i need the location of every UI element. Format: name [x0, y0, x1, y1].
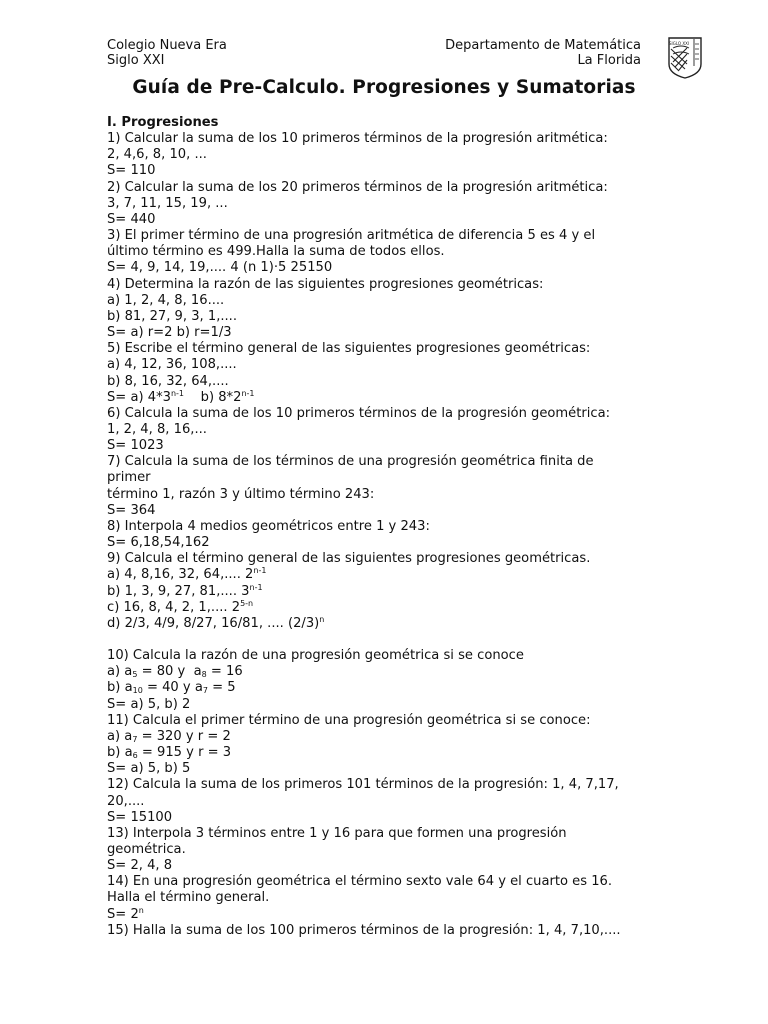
exercise-14-question-cont: Halla el término general. [107, 890, 270, 906]
exercise-13-answer: S= 2, 4, 8 [107, 858, 173, 874]
exercise-13-question-cont: geométrica. [107, 842, 186, 858]
exercise-4-question: 4) Determina la razón de las siguientes progresiones geométricas: [107, 276, 544, 292]
exercise-4-item-a: a) 1, 2, 4, 8, 16.... [107, 292, 225, 308]
exercise-1-sequence: 2, 4,6, 8, 10, ... [107, 147, 207, 163]
exercise-5-question: 5) Escribe el término general de las siguientes progresiones geométricas: [107, 341, 591, 357]
exercise-11-item-b: b) $a_6 = 915$ y r = 3 [107, 745, 232, 761]
department-name: Departamento de Matemática La Florida [445, 38, 641, 68]
exercise-9-item-b: b) 1, 3, 9, 27, 81,.... 3$^{n-1}$ [107, 582, 263, 599]
exercise-4-answer: S= a) r=2 b) r=1/3 [107, 325, 232, 341]
exercise-14-question: 14) En una progresión geométrica el término sexto vale 64 y el cuarto es 16. [107, 874, 613, 890]
exercise-7-answer: S= 364 [107, 502, 156, 518]
exercise-10-answer: S= a) 5, b) 2 [107, 696, 191, 712]
exercise-list [107, 115, 667, 939]
exercise-3-question: 3) El primer término de una progresión aritmética de diferencia 5 es 4 y el [107, 228, 596, 244]
exercise-9-item-d: d) 2/3, 4/9, 8/27, 16/81, .... $(2/3)^n$ [107, 614, 325, 631]
exercise-11-item-a: a) $a_7 = 320$ y r = 2 [107, 728, 231, 744]
exercise-7-question-cont: primer [107, 470, 151, 486]
exercise-3-question-cont: último término es 499.Halla la suma de todos ellos. [107, 244, 445, 260]
exercise-9-question: 9) Calcula el término general de las siguientes progresiones geométricas. [107, 551, 591, 567]
exercise-1-answer: S= 110 [107, 163, 156, 179]
svg-text:SIGLO XXI: SIGLO XXI [669, 41, 689, 46]
exercise-7-question-cont2: término 1, razón 3 y último término 243: [107, 486, 375, 502]
exercise-10-item-a: a) $a_5 = 80$ y $a_8 = 16$ [107, 664, 243, 680]
exercise-5-answer: S= a) 4*3$^{n-1}$ b) 8*2$^{n-1}$ [107, 388, 255, 405]
exercise-7-question: 7) Calcula la suma de los términos de una progresión geométrica finita de [107, 454, 594, 470]
exercise-13-question: 13) Interpola 3 términos entre 1 y 16 para que formen una progresión [107, 825, 567, 841]
exercise-5-item-b: b) 8, 16, 32, 64,.... [107, 373, 229, 389]
exercise-15-question: 15) Halla la suma de los 100 primeros términos de la progresión: 1, 4, 7,10,.... [107, 922, 621, 938]
exercise-11-answer: S= a) 5, b) 5 [107, 761, 191, 777]
page-title: Guía de Pre-Calculo. Progresiones y Sumatorias [132, 77, 636, 98]
exercise-6-question: 6) Calcula la suma de los 10 primeros términos de la progresión geométrica: [107, 405, 611, 421]
exercise-5-item-a: a) 4, 12, 36, 108,.... [107, 357, 237, 373]
exercise-2-sequence: 3, 7, 11, 15, 19, ... [107, 195, 228, 211]
exercise-12-question: 12) Calcula la suma de los primeros 101 términos de la progresión: 1, 4, 7,17, [107, 777, 619, 793]
exercise-9-item-a: a) 4, 8,16, 32, 64,.... 2$^{n-1}$ [107, 566, 267, 583]
spacer [107, 632, 667, 648]
exercise-6-answer: S= 1023 [107, 438, 164, 454]
exercise-4-item-b: b) 81, 27, 9, 3, 1,.... [107, 308, 238, 324]
exercise-3-answer: S= 4, 9, 14, 19,.... 4 (n 1)·5 25150 [107, 260, 333, 276]
exercise-14-answer: $S= 2^n$ [107, 905, 144, 922]
exercise-8-answer: S= 6,18,54,162 [107, 535, 210, 551]
exercise-10-item-b: b) $a_{10} = 40$ y $a_7 = 5$ [107, 680, 236, 696]
exercise-1-question: 1) Calcular la suma de los 10 primeros términos de la progresión aritmética: [107, 131, 608, 147]
exercise-9-item-c: c) 16, 8, 4, 2, 1,.... 2$^{5-n}$ [107, 598, 254, 615]
exercise-11-question: 11) Calcula el primer término de una progresión geométrica si se conoce: [107, 712, 591, 728]
exercise-8-question: 8) Interpola 4 medios geométricos entre 1 y 243: [107, 518, 430, 534]
exercise-2-answer: S= 440 [107, 211, 156, 227]
school-name: Colegio Nueva Era Siglo XXI [107, 38, 227, 68]
exercise-10-question: 10) Calcula la razón de una progresión geométrica si se conoce [107, 648, 524, 664]
exercise-2-question: 2) Calcular la suma de los 20 primeros términos de la progresión aritmética: [107, 179, 608, 195]
exercise-12-question-cont: 20,.... [107, 793, 145, 809]
section-heading: I. Progresiones [107, 115, 219, 130]
school-logo [667, 36, 703, 80]
exercise-6-sequence: 1, 2, 4, 8, 16,... [107, 421, 207, 437]
exercise-12-answer: S= 15100 [107, 809, 173, 825]
